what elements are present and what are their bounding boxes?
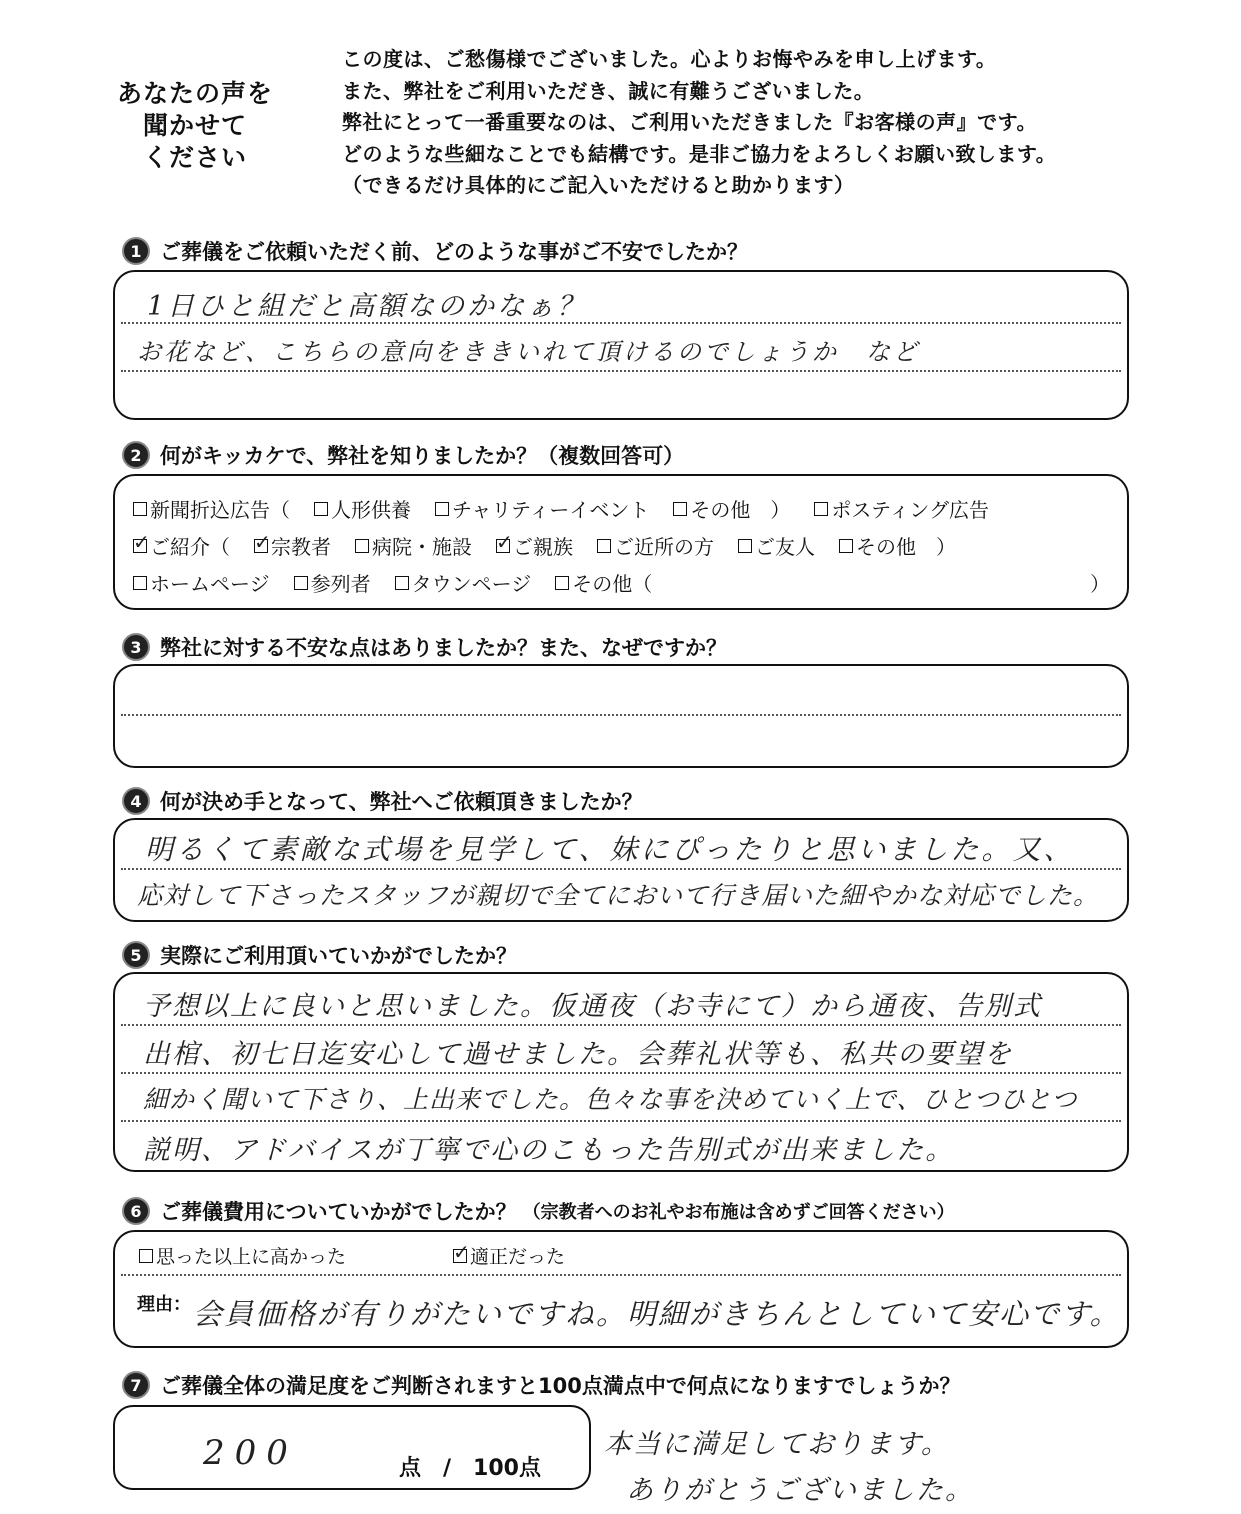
option-label: ポスティング広告 [831,498,990,522]
ruled-line [121,714,1121,716]
question-number-badge: 1 [122,237,150,265]
question-number-badge: 4 [122,787,150,815]
handwritten-answer: 明るくて素敵な式場を見学して、妹にぴったりと思いました。又、 [145,833,1075,866]
option-attendee[interactable] [294,568,371,597]
option-posting[interactable] [814,494,989,523]
option-label: ご紹介（ [150,535,230,559]
question-text: ご葬儀をご依頼いただく前、どのような事がご不安でしたか？ [160,240,748,264]
question-2-title [122,440,684,470]
question-number-badge: 6 [122,1197,150,1225]
question-text: ご葬儀費用についていかがでしたか？ [160,1200,517,1224]
handwritten-comment: ありがとうございました。 [626,1475,974,1506]
option-other-3[interactable] [555,568,652,597]
answer-box-3[interactable] [113,664,1129,768]
reason-label: 理由： [137,1294,191,1315]
option-label: 人形供養 [331,498,411,522]
checkbox-row [133,494,989,523]
checkbox-checked[interactable] [254,539,268,553]
ruled-line [121,1274,1121,1276]
question-6-title [122,1196,955,1226]
question-note: （宗教者へのお礼やお布施は含めずご回答ください） [522,1202,955,1223]
option-friends[interactable] [738,531,815,560]
option-other-2[interactable] [839,531,956,560]
option-hospital[interactable] [355,531,472,560]
intro-line: （できるだけ具体的にご記入いただけると助かります） [342,173,855,197]
page-title-line: ください [142,143,247,172]
option-label: 適正だった [470,1246,566,1268]
option-doll-memorial[interactable] [314,494,411,523]
handwritten-score[interactable]: 200 [203,1433,298,1473]
handwritten-answer: 細かく聞いて下さり、上出来でした。色々な事を決めていく上で、ひとつひとつ [143,1085,1078,1114]
score-unit: 点 / 100点 [399,1456,541,1481]
option-reasonable[interactable] [453,1242,565,1269]
option-other-1[interactable] [673,494,790,523]
question-number-badge: 2 [122,441,150,469]
ruled-line [121,868,1121,870]
option-label: ご近所の方 [614,535,714,559]
option-label: 宗教者 [271,535,331,559]
handwritten-answer: 説明、アドバイスが丁寧で心のこもった告別式が出来ました。 [143,1135,955,1166]
option-relatives[interactable] [496,531,573,560]
question-text: 実際にご利用頂いていかがでしたか？ [160,944,517,968]
question-text: 何がキッカケで、弊社を知りましたか？（複数回答可） [160,444,685,468]
checkbox[interactable] [395,576,409,590]
handwritten-answer: 予想以上に良いと思いました。仮通夜（お寺にて）から通夜、告別式 [143,991,1042,1022]
option-referral[interactable] [133,531,230,560]
answer-box-6 [113,1230,1129,1348]
question-4-title [122,786,643,816]
page-title-line: あなたの声を [116,79,273,108]
page-title-line: 聞かせて [142,111,247,140]
handwritten-comment: 本当に満足しております。 [604,1429,950,1460]
handwritten-answer: 1日ひと組だと高額なのかなぁ？ [147,291,588,322]
checkbox-row [133,531,956,560]
question-number-badge: 3 [122,633,150,661]
checkbox[interactable] [139,1249,153,1263]
option-label: 病院・施設 [372,535,472,559]
checkbox[interactable] [314,502,328,516]
checkbox[interactable] [555,576,569,590]
question-text: 弊社に対する不安な点はありましたか？また、なぜですか？ [160,636,727,660]
ruled-line [121,370,1121,372]
score-box[interactable] [113,1405,591,1490]
option-label: その他 ） [690,498,791,522]
option-homepage[interactable] [133,568,270,597]
option-label: その他 ） [856,535,956,559]
close-paren: ） [1090,572,1110,596]
checkbox-checked[interactable] [453,1249,467,1263]
option-clergy[interactable] [254,531,331,560]
answer-box-5[interactable] [113,972,1129,1172]
option-label: チャリティーイベント [452,498,650,522]
question-3-title [122,632,727,662]
ruled-line [121,1024,1121,1026]
handwritten-answer: 応対して下さったスタッフが親切で全てにおいて行き届いた細やかな対応でした。 [137,881,1100,910]
checkbox[interactable] [133,576,147,590]
option-label: ご親族 [513,535,573,559]
option-neighbors[interactable] [597,531,714,560]
option-townpage[interactable] [395,568,532,597]
checkbox-checked[interactable] [133,539,147,553]
option-label: 参列者 [310,572,371,596]
answer-box-2 [113,474,1129,610]
checkbox-checked[interactable] [496,539,510,553]
page-title [100,78,290,174]
intro-line: どのような些細なことでも結構です。是非ご協力をよろしくお願い致します。 [342,141,1057,166]
ruled-line [121,1072,1121,1074]
intro-line: また、弊社をご利用いただき、誠に有難うございました。 [342,78,875,103]
checkbox[interactable] [355,539,369,553]
checkbox-row [133,568,652,597]
option-label: ホームページ [150,572,270,596]
checkbox[interactable] [814,502,828,516]
checkbox[interactable] [435,502,449,516]
option-newspaper[interactable] [133,494,290,523]
intro-line: 弊社にとって一番重要なのは、ご利用いただきました『お客様の声』です。 [342,110,1037,134]
handwritten-answer: 出棺、初七日迄安心して過せました。会葬礼状等も、私共の要望を [143,1039,1013,1070]
question-number-badge: 5 [122,941,150,969]
question-5-title [122,940,517,970]
question-text: 何が決め手となって、弊社へご依頼頂きましたか？ [160,790,643,814]
handwritten-answer: お花など、こちらの意向をききいれて頂けるのでしょうか など [137,338,920,366]
option-charity-event[interactable] [435,494,649,523]
intro-line: この度は、ご愁傷様でございました。心よりお悔やみを申し上げます。 [342,47,997,71]
checkbox[interactable] [133,502,147,516]
checkbox[interactable] [673,502,687,516]
option-label: 新聞折込広告（ [150,498,290,522]
option-label: タウンページ [411,572,532,596]
question-1-title [122,236,748,266]
checkbox[interactable] [294,576,308,590]
question-text: ご葬儀全体の満足度をご判断されますと100点満点中で何点になりますでしょうか？ [160,1374,961,1398]
question-number-badge: 7 [122,1371,150,1399]
checkbox[interactable] [839,539,853,553]
intro-text [342,44,1222,202]
question-7-title [122,1370,960,1400]
handwritten-reason[interactable]: 会員価格が有りがたいですね。明細がきちんとしていて安心です。 [193,1297,1121,1331]
checkbox[interactable] [597,539,611,553]
option-label: 思った以上に高かった [156,1246,347,1268]
answer-box-4[interactable] [113,818,1129,922]
checkbox[interactable] [738,539,752,553]
option-label: ご友人 [755,535,815,559]
ruled-line [121,1120,1121,1122]
option-label: その他（ [572,572,653,596]
answer-box-1[interactable] [113,270,1129,420]
option-too-expensive[interactable] [139,1242,346,1269]
